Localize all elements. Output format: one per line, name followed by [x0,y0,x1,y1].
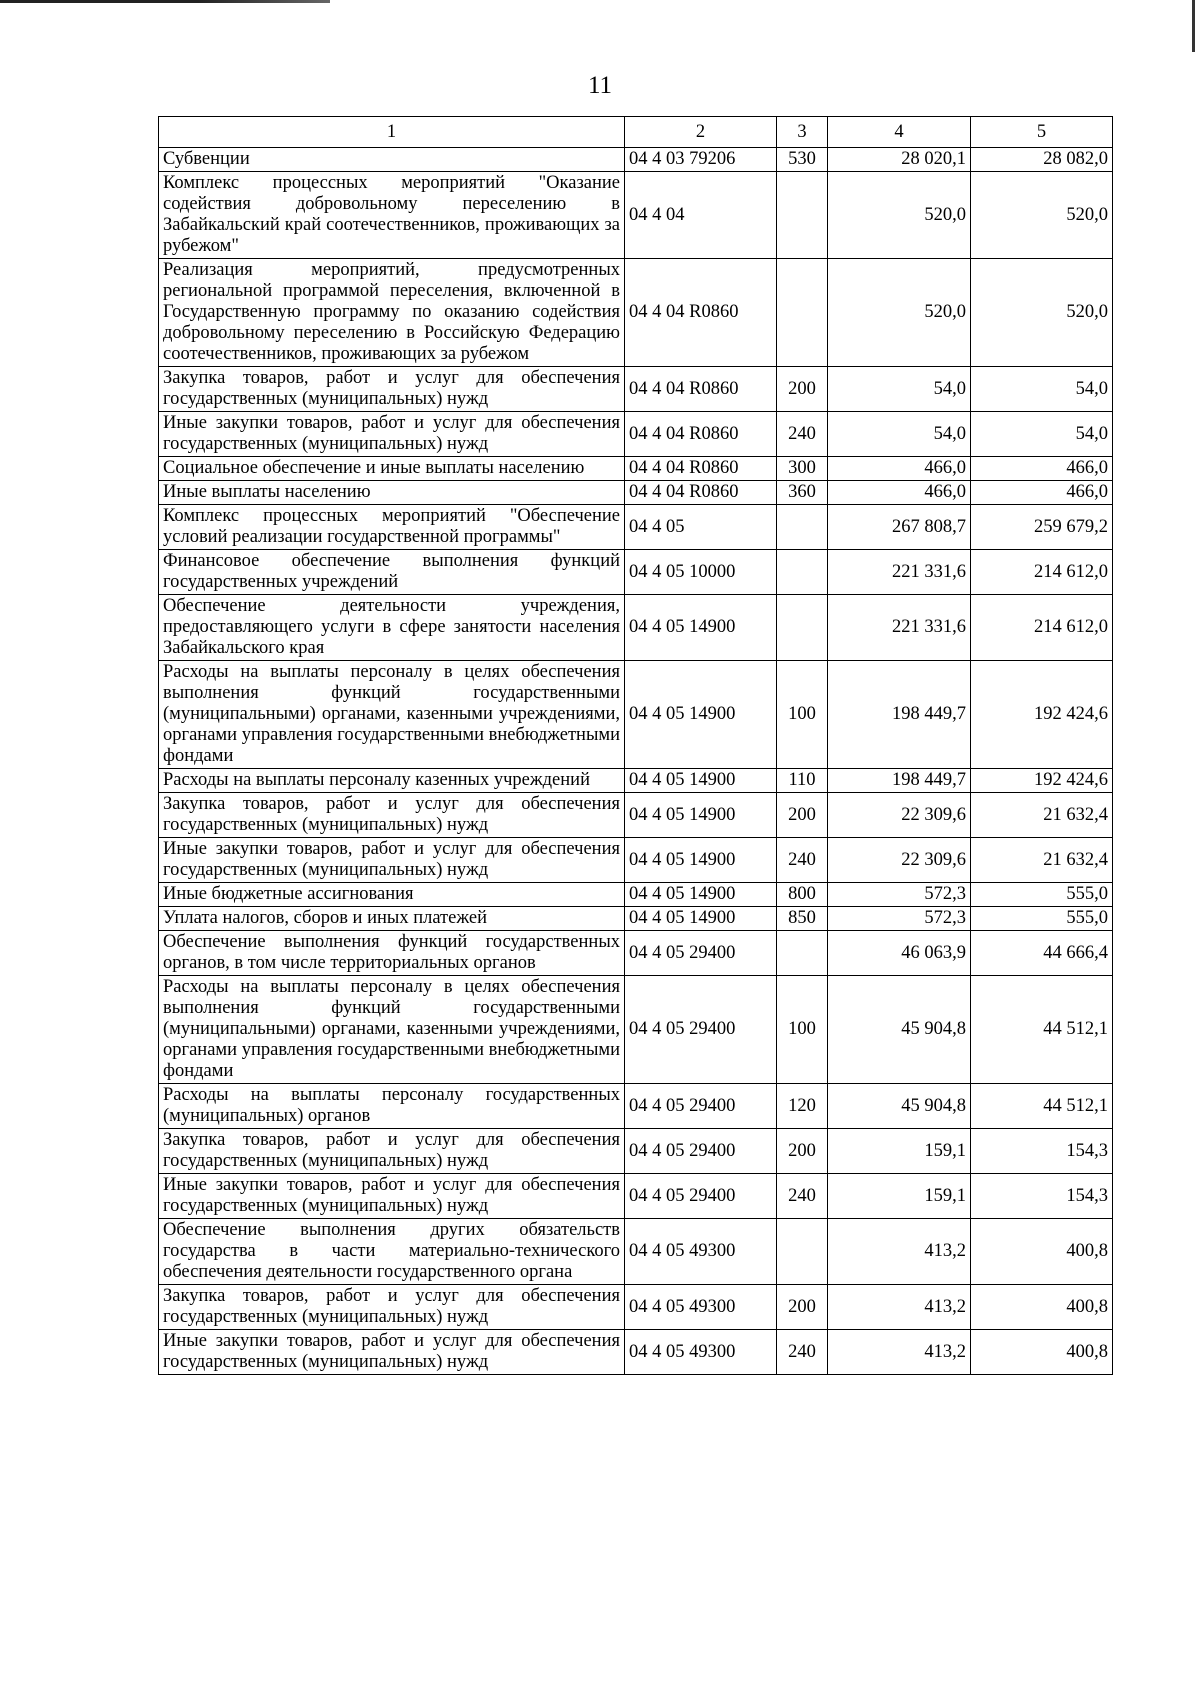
budget-table [158,116,1113,1375]
row-code-cell: 04 4 05 14900 [625,661,777,769]
row-expense-type-cell: 100 [777,976,828,1084]
table-row [159,259,1113,367]
table-row [159,412,1113,457]
column-header: 3 [777,117,828,148]
row-amount-col4-cell: 520,0 [828,259,971,367]
table-row [159,883,1113,907]
row-name-cell: Расходы на выплаты персоналу в целях обеспечения выполнения функций государственными (муниципальными) органами, казенными учреждениями, органами управления государственными внебюджетными фондами [159,661,625,769]
row-name-cell: Иные выплаты населению [159,481,625,505]
row-amount-col5-cell: 154,3 [971,1174,1113,1219]
table-row [159,505,1113,550]
row-expense-type-cell: 360 [777,481,828,505]
row-expense-type-cell: 240 [777,838,828,883]
row-name-cell: Социальное обеспечение и иные выплаты населению [159,457,625,481]
table-row [159,367,1113,412]
row-expense-type-cell [777,172,828,259]
table-row [159,172,1113,259]
row-expense-type-cell: 200 [777,793,828,838]
row-expense-type-cell: 200 [777,367,828,412]
row-code-cell: 04 4 05 14900 [625,907,777,931]
column-header: 1 [159,117,625,148]
row-amount-col4-cell: 45 904,8 [828,1084,971,1129]
row-amount-col5-cell: 21 632,4 [971,838,1113,883]
row-amount-col4-cell: 159,1 [828,1129,971,1174]
row-code-cell: 04 4 04 R0860 [625,457,777,481]
table-row [159,793,1113,838]
row-amount-col5-cell: 259 679,2 [971,505,1113,550]
table-row [159,481,1113,505]
row-expense-type-cell [777,550,828,595]
row-amount-col4-cell: 520,0 [828,172,971,259]
row-expense-type-cell: 240 [777,412,828,457]
table-body [159,148,1113,1375]
row-name-cell: Закупка товаров, работ и услуг для обеспечения государственных (муниципальных) нужд [159,367,625,412]
row-amount-col4-cell: 159,1 [828,1174,971,1219]
table-row [159,661,1113,769]
row-amount-col4-cell: 466,0 [828,481,971,505]
row-code-cell: 04 4 04 R0860 [625,412,777,457]
row-expense-type-cell [777,259,828,367]
row-code-cell: 04 4 05 49300 [625,1219,777,1285]
row-amount-col5-cell: 54,0 [971,367,1113,412]
row-expense-type-cell: 240 [777,1174,828,1219]
table-row [159,1174,1113,1219]
row-amount-col5-cell: 192 424,6 [971,769,1113,793]
row-amount-col4-cell: 221 331,6 [828,550,971,595]
row-name-cell: Закупка товаров, работ и услуг для обеспечения государственных (муниципальных) нужд [159,1129,625,1174]
row-amount-col5-cell: 400,8 [971,1285,1113,1330]
row-expense-type-cell: 300 [777,457,828,481]
row-amount-col4-cell: 413,2 [828,1219,971,1285]
row-amount-col4-cell: 22 309,6 [828,793,971,838]
row-amount-col4-cell: 22 309,6 [828,838,971,883]
row-code-cell: 04 4 05 [625,505,777,550]
row-amount-col4-cell: 54,0 [828,367,971,412]
row-code-cell: 04 4 05 14900 [625,883,777,907]
row-code-cell: 04 4 05 49300 [625,1285,777,1330]
table-row [159,1129,1113,1174]
row-name-cell: Расходы на выплаты персоналу в целях обеспечения выполнения функций государственными (муниципальными) органами, казенными учреждениями, органами управления государственными внебюджетными фондами [159,976,625,1084]
row-expense-type-cell: 240 [777,1330,828,1375]
table-row [159,595,1113,661]
row-code-cell: 04 4 05 29400 [625,1084,777,1129]
row-code-cell: 04 4 05 14900 [625,838,777,883]
row-amount-col4-cell: 45 904,8 [828,976,971,1084]
row-amount-col5-cell: 520,0 [971,259,1113,367]
row-expense-type-cell: 850 [777,907,828,931]
table-row [159,931,1113,976]
row-expense-type-cell: 530 [777,148,828,172]
row-code-cell: 04 4 05 29400 [625,1129,777,1174]
table-row [159,1330,1113,1375]
row-amount-col4-cell: 267 808,7 [828,505,971,550]
row-amount-col5-cell: 400,8 [971,1330,1113,1375]
row-expense-type-cell [777,505,828,550]
row-amount-col5-cell: 28 082,0 [971,148,1113,172]
row-code-cell: 04 4 05 29400 [625,976,777,1084]
row-amount-col4-cell: 198 449,7 [828,769,971,793]
row-name-cell: Финансовое обеспечение выполнения функций государственных учреждений [159,550,625,595]
row-amount-col4-cell: 28 020,1 [828,148,971,172]
table-row [159,1219,1113,1285]
row-code-cell: 04 4 05 29400 [625,931,777,976]
scan-artifact-top-line [0,0,330,3]
row-name-cell: Обеспечение выполнения функций государственных органов, в том числе территориальных органов [159,931,625,976]
row-amount-col5-cell: 466,0 [971,457,1113,481]
row-amount-col5-cell: 555,0 [971,907,1113,931]
row-code-cell: 04 4 05 10000 [625,550,777,595]
row-expense-type-cell: 800 [777,883,828,907]
row-amount-col5-cell: 214 612,0 [971,595,1113,661]
table-row [159,838,1113,883]
row-code-cell: 04 4 05 14900 [625,769,777,793]
row-code-cell: 04 4 05 49300 [625,1330,777,1375]
table-row [159,1084,1113,1129]
row-expense-type-cell: 200 [777,1129,828,1174]
row-amount-col4-cell: 413,2 [828,1330,971,1375]
row-expense-type-cell: 110 [777,769,828,793]
row-name-cell: Закупка товаров, работ и услуг для обеспечения государственных (муниципальных) нужд [159,793,625,838]
table-row [159,769,1113,793]
column-header: 5 [971,117,1113,148]
row-amount-col4-cell: 198 449,7 [828,661,971,769]
table-row [159,457,1113,481]
row-amount-col4-cell: 413,2 [828,1285,971,1330]
row-code-cell: 04 4 05 14900 [625,793,777,838]
table-row [159,907,1113,931]
table-row [159,976,1113,1084]
row-expense-type-cell [777,931,828,976]
row-amount-col5-cell: 192 424,6 [971,661,1113,769]
table-row [159,550,1113,595]
row-amount-col4-cell: 221 331,6 [828,595,971,661]
row-amount-col5-cell: 400,8 [971,1219,1113,1285]
row-amount-col5-cell: 214 612,0 [971,550,1113,595]
row-name-cell: Реализация мероприятий, предусмотренных региональной программой переселения, включенной в Государственную программу по оказанию содействия добровольному переселению в Российскую Федерацию соотечественников, проживающих за рубежом [159,259,625,367]
table-header-row [159,117,1113,148]
row-name-cell: Иные закупки товаров, работ и услуг для обеспечения государственных (муниципальных) нужд [159,1174,625,1219]
row-name-cell: Иные закупки товаров, работ и услуг для обеспечения государственных (муниципальных) нужд [159,838,625,883]
row-amount-col5-cell: 44 512,1 [971,1084,1113,1129]
row-name-cell: Иные бюджетные ассигнования [159,883,625,907]
row-name-cell: Уплата налогов, сборов и иных платежей [159,907,625,931]
page-number: 11 [587,72,613,99]
row-code-cell: 04 4 05 29400 [625,1174,777,1219]
row-amount-col4-cell: 466,0 [828,457,971,481]
row-amount-col5-cell: 520,0 [971,172,1113,259]
row-name-cell: Обеспечение выполнения других обязательств государства в части материально-технического обеспечения деятельности государственного органа [159,1219,625,1285]
row-expense-type-cell [777,1219,828,1285]
column-header: 4 [828,117,971,148]
row-code-cell: 04 4 03 79206 [625,148,777,172]
row-amount-col5-cell: 21 632,4 [971,793,1113,838]
row-name-cell: Субвенции [159,148,625,172]
table-row [159,148,1113,172]
row-name-cell: Обеспечение деятельности учреждения, предоставляющего услуги в сфере занятости населения Забайкальского края [159,595,625,661]
row-code-cell: 04 4 04 R0860 [625,367,777,412]
row-code-cell: 04 4 04 [625,172,777,259]
row-amount-col5-cell: 54,0 [971,412,1113,457]
row-amount-col4-cell: 46 063,9 [828,931,971,976]
row-amount-col4-cell: 54,0 [828,412,971,457]
row-amount-col5-cell: 154,3 [971,1129,1113,1174]
row-name-cell: Иные закупки товаров, работ и услуг для обеспечения государственных (муниципальных) нужд [159,1330,625,1375]
row-name-cell: Комплекс процессных мероприятий "Обеспечение условий реализации государственной программы" [159,505,625,550]
row-amount-col4-cell: 572,3 [828,907,971,931]
row-amount-col5-cell: 44 512,1 [971,976,1113,1084]
row-name-cell: Расходы на выплаты персоналу государственных (муниципальных) органов [159,1084,625,1129]
row-expense-type-cell: 100 [777,661,828,769]
row-name-cell: Комплекс процессных мероприятий "Оказание содействия добровольному переселению в Забайкальский край соотечественников, проживающих за рубежом" [159,172,625,259]
row-expense-type-cell: 200 [777,1285,828,1330]
column-header: 2 [625,117,777,148]
row-expense-type-cell: 120 [777,1084,828,1129]
scan-artifact-right-mark [1192,0,1195,52]
row-amount-col5-cell: 466,0 [971,481,1113,505]
table-row [159,1285,1113,1330]
row-code-cell: 04 4 05 14900 [625,595,777,661]
row-amount-col4-cell: 572,3 [828,883,971,907]
row-amount-col5-cell: 555,0 [971,883,1113,907]
row-code-cell: 04 4 04 R0860 [625,259,777,367]
row-name-cell: Расходы на выплаты персоналу казенных учреждений [159,769,625,793]
row-code-cell: 04 4 04 R0860 [625,481,777,505]
row-name-cell: Закупка товаров, работ и услуг для обеспечения государственных (муниципальных) нужд [159,1285,625,1330]
row-amount-col5-cell: 44 666,4 [971,931,1113,976]
row-name-cell: Иные закупки товаров, работ и услуг для обеспечения государственных (муниципальных) нужд [159,412,625,457]
row-expense-type-cell [777,595,828,661]
